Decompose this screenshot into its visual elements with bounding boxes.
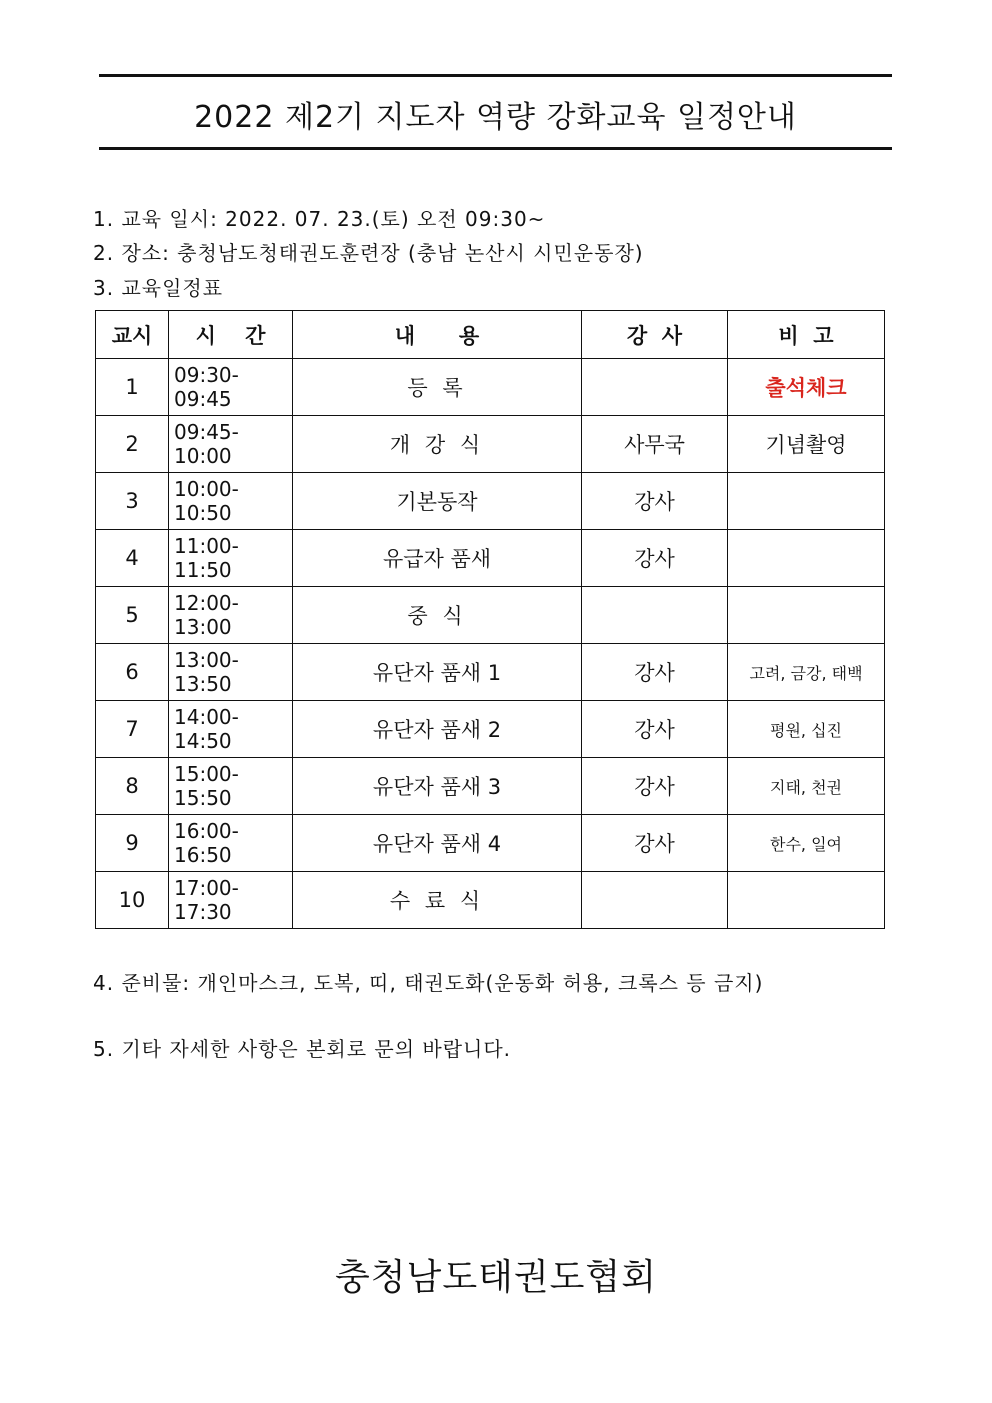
cell-period: 6 xyxy=(96,644,169,701)
cell-instructor xyxy=(582,872,728,929)
cell-note: 지태, 천권 xyxy=(728,758,885,815)
title-bottom-rule xyxy=(99,147,892,150)
cell-time: 13:00-13:50 xyxy=(169,644,293,701)
cell-time: 14:00-14:50 xyxy=(169,701,293,758)
table-row xyxy=(96,872,885,929)
cell-instructor xyxy=(582,359,728,416)
cell-period: 9 xyxy=(96,815,169,872)
cell-instructor xyxy=(582,587,728,644)
cell-period: 2 xyxy=(96,416,169,473)
title-top-rule xyxy=(99,74,892,77)
cell-content: 기본동작 xyxy=(293,473,582,530)
cell-instructor: 강사 xyxy=(582,530,728,587)
cell-time: 16:00-16:50 xyxy=(169,815,293,872)
cell-note xyxy=(728,587,885,644)
cell-period: 3 xyxy=(96,473,169,530)
cell-period: 5 xyxy=(96,587,169,644)
header-instructor: 강 사 xyxy=(582,311,728,359)
header-time: 시 간 xyxy=(169,311,293,359)
table-row xyxy=(96,701,885,758)
cell-content: 유단자 품새 4 xyxy=(293,815,582,872)
table-row xyxy=(96,359,885,416)
table-row xyxy=(96,416,885,473)
table-row xyxy=(96,473,885,530)
cell-note: 평원, 십진 xyxy=(728,701,885,758)
cell-time: 09:45-10:00 xyxy=(169,416,293,473)
cell-time: 11:00-11:50 xyxy=(169,530,293,587)
cell-instructor: 사무국 xyxy=(582,416,728,473)
cell-content: 유단자 품새 2 xyxy=(293,701,582,758)
cell-period: 10 xyxy=(96,872,169,929)
cell-instructor: 강사 xyxy=(582,644,728,701)
cell-instructor: 강사 xyxy=(582,758,728,815)
cell-note xyxy=(728,473,885,530)
item-place: 2. 장소: 충청남도청태권도훈련장 (충남 논산시 시민운동장) xyxy=(93,241,644,265)
table-row xyxy=(96,815,885,872)
item-schedule-heading: 3. 교육일정표 xyxy=(93,276,224,300)
cell-content: 수 료 식 xyxy=(293,872,582,929)
cell-content: 유단자 품새 1 xyxy=(293,644,582,701)
header-content: 내 용 xyxy=(293,311,582,359)
organization-name: 충청남도태권도협회 xyxy=(335,1257,657,1298)
cell-note xyxy=(728,530,885,587)
cell-note: 출석체크 xyxy=(728,359,885,416)
table-row xyxy=(96,530,885,587)
page-title: 2022 제2기 지도자 역량 강화교육 일정안내 xyxy=(194,100,797,135)
cell-instructor: 강사 xyxy=(582,473,728,530)
cell-time: 09:30-09:45 xyxy=(169,359,293,416)
cell-period: 8 xyxy=(96,758,169,815)
cell-time: 12:00-13:00 xyxy=(169,587,293,644)
cell-period: 7 xyxy=(96,701,169,758)
cell-note: 한수, 일여 xyxy=(728,815,885,872)
cell-content: 유단자 품새 3 xyxy=(293,758,582,815)
header-period: 교시 xyxy=(96,311,169,359)
cell-content: 등 록 xyxy=(293,359,582,416)
table-row xyxy=(96,758,885,815)
cell-content: 유급자 품새 xyxy=(293,530,582,587)
cell-instructor: 강사 xyxy=(582,701,728,758)
header-note: 비 고 xyxy=(728,311,885,359)
cell-note xyxy=(728,872,885,929)
cell-period: 1 xyxy=(96,359,169,416)
cell-content: 개 강 식 xyxy=(293,416,582,473)
cell-time: 17:00-17:30 xyxy=(169,872,293,929)
schedule-table xyxy=(95,310,885,929)
item-supplies: 4. 준비물: 개인마스크, 도복, 띠, 태권도화(운동화 허용, 크록스 등 금지) xyxy=(93,971,764,995)
item-date: 1. 교육 일시: 2022. 07. 23.(토) 오전 09:30~ xyxy=(93,207,546,231)
cell-instructor: 강사 xyxy=(582,815,728,872)
table-header-row xyxy=(96,311,885,359)
table-row xyxy=(96,644,885,701)
cell-time: 15:00-15:50 xyxy=(169,758,293,815)
cell-note: 고려, 금강, 태백 xyxy=(728,644,885,701)
cell-note: 기념촬영 xyxy=(728,416,885,473)
item-etc: 5. 기타 자세한 사항은 본회로 문의 바랍니다. xyxy=(93,1037,512,1061)
table-row xyxy=(96,587,885,644)
cell-time: 10:00-10:50 xyxy=(169,473,293,530)
cell-period: 4 xyxy=(96,530,169,587)
cell-content: 중 식 xyxy=(293,587,582,644)
